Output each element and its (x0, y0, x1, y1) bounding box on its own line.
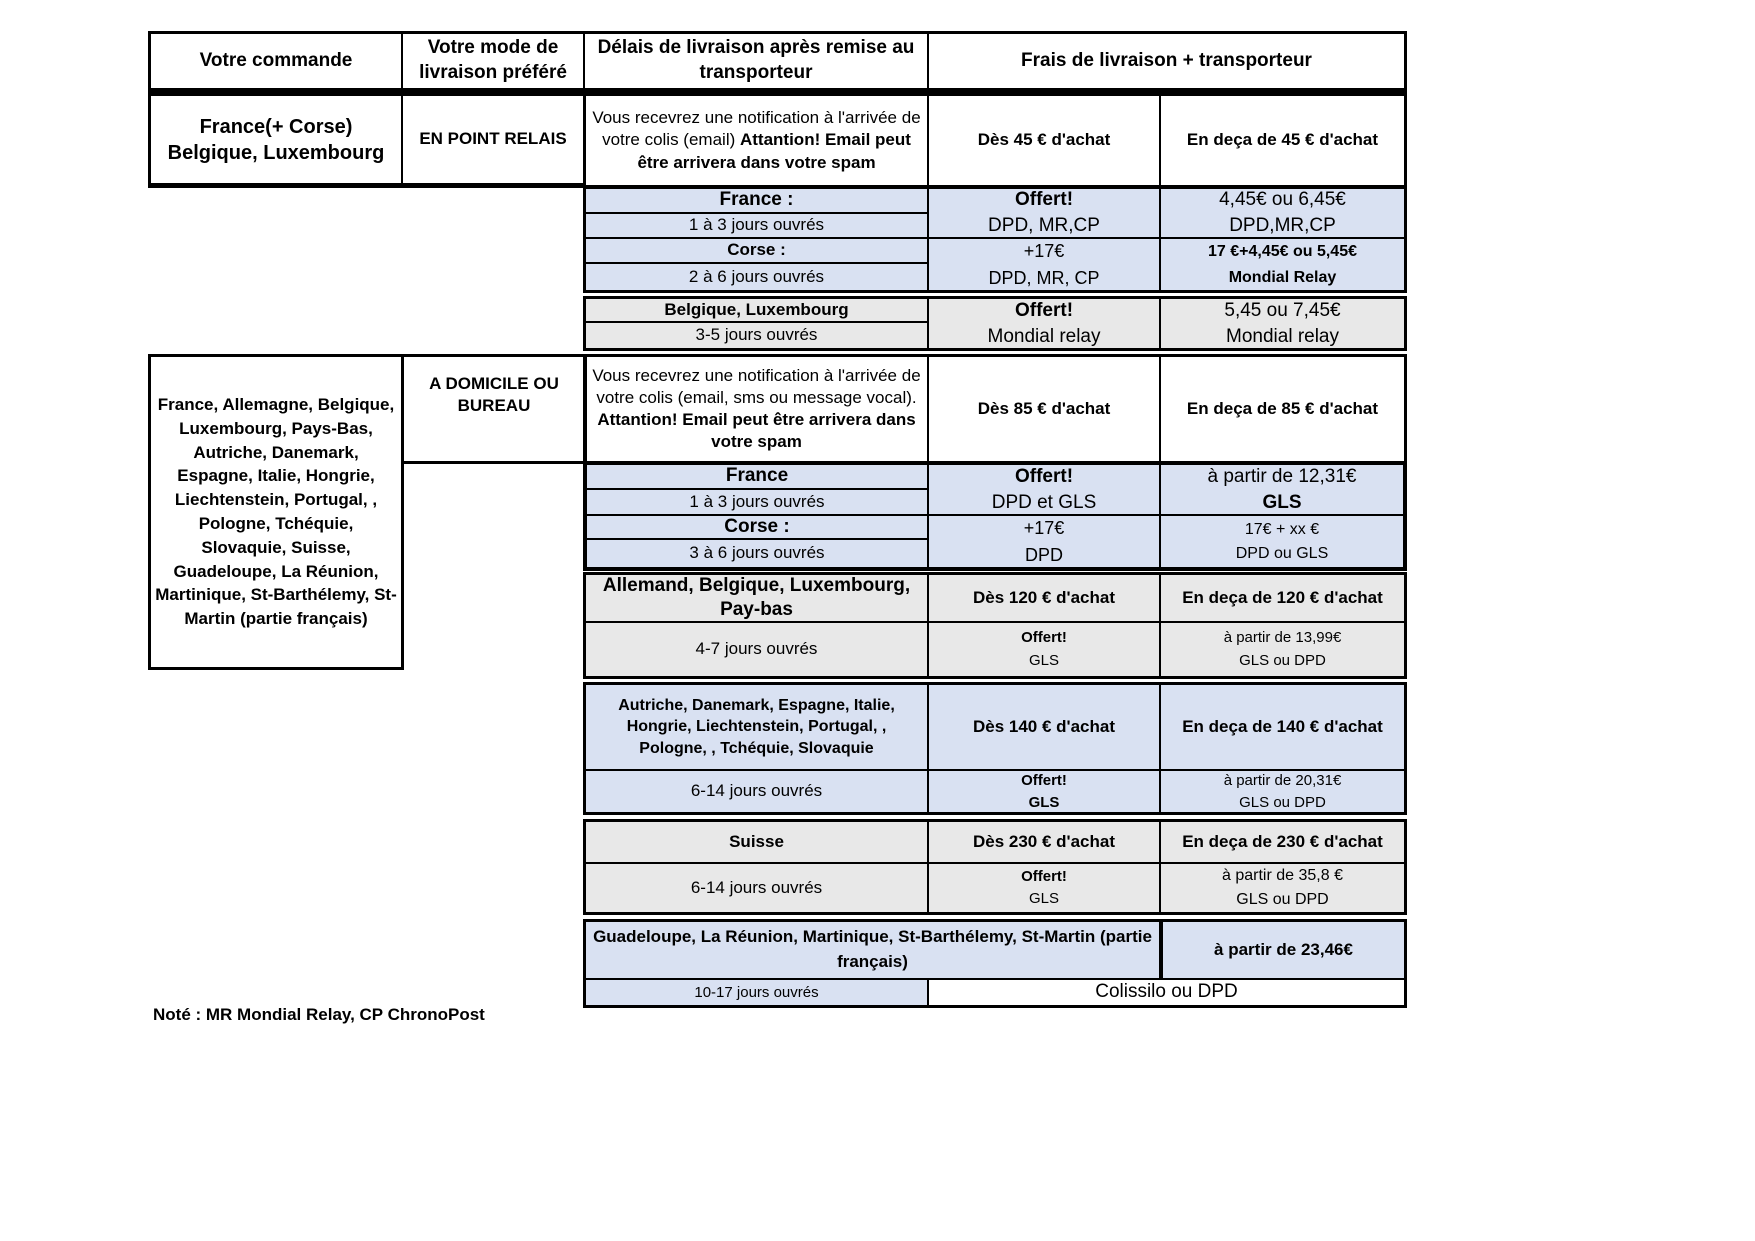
domicile-france-below-price: à partir de 12,31€ (1207, 465, 1357, 487)
relais-corse-delay: 2 à 6 jours ouvrés (586, 264, 929, 290)
domicile-threshold-below: En deça de 85 € d'achat (1186, 398, 1379, 418)
domicile-eu2-delay: 6-14 jours ouvrés (586, 771, 929, 812)
relais-notice (586, 96, 929, 185)
domicile-corse-delay: 3 à 6 jours ouvrés (587, 540, 929, 567)
domicile-ch-above: Dès 230 € d'achat (929, 822, 1161, 864)
relais-belux-above (929, 299, 1161, 348)
relais-france-above-carrier: DPD, MR,CP (988, 215, 1100, 236)
domicile-ch-delay: 6-14 jours ouvrés (586, 864, 929, 912)
domicile-france-below-carrier: GLS (1262, 491, 1302, 513)
domicile-notice-plain: Vous recevrez une notification à l'arrivée de votre colis (email, sms ou message vocal). (592, 365, 921, 407)
domicile-threshold-above: Dès 85 € d'achat (929, 357, 1161, 461)
relais-threshold-above: Dès 45 € d'achat (929, 96, 1161, 185)
domicile-corse-below-carrier: DPD ou GLS (1235, 544, 1329, 562)
relais-corse-below-carrier: Mondial Relay (1228, 268, 1337, 286)
domicile-ch-above-price: Offert! (1021, 867, 1067, 885)
domicile-dom-carrier: Colissilo ou DPD (1095, 981, 1238, 1003)
domicile-corse-above (929, 516, 1161, 567)
relais-belux-above-price: Offert! (1014, 299, 1074, 321)
domicile-mode: A DOMICILE OU BUREAU (429, 373, 559, 415)
relais-corse-label: Corse : (586, 239, 929, 264)
relais-belux-above-carrier: Mondial relay (987, 325, 1101, 347)
relais-zone: France(+ Corse) Belgique, Luxembourg (151, 96, 403, 185)
domicile-france-label: France (587, 465, 929, 490)
relais-france-delay: 1 à 3 jours ouvrés (586, 214, 929, 239)
relais-belux-below (1161, 299, 1404, 348)
domicile-zone: France, Allemagne, Belgique, Luxembourg, Pays-Bas, Autriche, Danemark, Espagne, Italie, Hongrie, Liechtenstein, Portugal, , Pologne, Tchéquie, Slovaquie, Suisse, Guadeloupe, La Réunion, Martinique, St-Barthélemy, St-Martin (partie français) (155, 395, 397, 629)
domicile-ch-below-carrier: GLS ou DPD (1236, 891, 1329, 908)
relais-corse-above-price: +17€ (1023, 241, 1065, 262)
domicile-ch-below-cell (1161, 864, 1404, 912)
domicile-eu2-label: Autriche, Danemark, Espagne, Italie, Hongrie, Liechtenstein, Portugal, , Pologne, , Tchéquie, Slovaquie (586, 685, 929, 771)
domicile-corse-label: Corse : (587, 516, 929, 540)
domicile-france-above (929, 465, 1161, 516)
header-votre-commande: Votre commande (151, 34, 403, 90)
relais-france-below-price: 4,45€ ou 6,45€ (1219, 189, 1346, 211)
domicile-eu2-below-cell (1161, 771, 1404, 812)
relais-corse-above (929, 239, 1161, 290)
relais-france-label: France : (586, 189, 929, 214)
relais-mode: EN POINT RELAIS (403, 96, 583, 185)
header-delais: Délais de livraison après remise au transporteur (585, 34, 929, 90)
relais-france-below-carrier: DPD,MR,CP (1229, 215, 1336, 236)
domicile-eu2-above-price: Offert! (1021, 771, 1067, 789)
relais-notice-plain: Vous recevrez une notification à l'arrivée de votre colis (email) (592, 108, 921, 150)
domicile-eu1-above: Dès 120 € d'achat (929, 575, 1161, 623)
domicile-ch-label: Suisse (586, 822, 929, 864)
domicile-france-above-carrier: DPD et GLS (991, 491, 1097, 513)
domicile-corse-below (1161, 516, 1403, 567)
relais-corse-above-carrier: DPD, MR, CP (988, 267, 1100, 288)
relais-corse-below (1161, 239, 1404, 290)
relais-notice-bold: Attantion! Email peut être arrivera dans votre spam (637, 130, 911, 172)
relais-belux-below-price: 5,45 ou 7,45€ (1224, 299, 1341, 321)
relais-france-above-price: Offert! (1014, 189, 1074, 211)
domicile-eu1-below-carrier: GLS ou DPD (1239, 651, 1326, 669)
domicile-eu2-above: Dès 140 € d'achat (929, 685, 1161, 771)
domicile-dom-delay: 10-17 jours ouvrés (586, 980, 929, 1005)
domicile-ch-above-cell (929, 864, 1161, 912)
domicile-corse-above-carrier: DPD (1024, 544, 1063, 565)
domicile-eu2-above-cell (929, 771, 1161, 812)
relais-corse-below-price: 17 €+4,45€ ou 5,45€ (1208, 242, 1357, 260)
domicile-eu2-below-price: à partir de 20,31€ (1223, 771, 1342, 789)
domicile-eu1-delay: 4-7 jours ouvrés (586, 623, 929, 676)
relais-france-below (1161, 189, 1404, 239)
domicile-corse-above-price: +17€ (1023, 518, 1065, 539)
domicile-dom-price: à partir de 23,46€ (1161, 922, 1404, 980)
domicile-notice (586, 357, 929, 461)
header-frais: Frais de livraison + transporteur (929, 34, 1404, 90)
domicile-eu1-below-cell (1161, 623, 1404, 676)
domicile-france-above-price: Offert! (1014, 465, 1074, 487)
domicile-eu2-below-carrier: GLS ou DPD (1239, 793, 1326, 811)
relais-france-above (929, 189, 1161, 239)
domicile-eu1-label: Allemand, Belgique, Luxembourg, Pay-bas (586, 575, 929, 623)
relais-threshold-below: En deça de 45 € d'achat (1186, 130, 1379, 150)
domicile-eu2-above-carrier: GLS (1028, 793, 1060, 811)
domicile-eu1-above-price: Offert! (1021, 629, 1067, 646)
domicile-eu1-below-price: à partir de 13,99€ (1223, 629, 1342, 646)
domicile-corse-below-price: 17€ + xx € (1244, 521, 1320, 539)
domicile-dom-label: Guadeloupe, La Réunion, Martinique, St-Barthélemy, St-Martin (partie français) (586, 922, 1161, 980)
domicile-ch-below-price: à partir de 35,8 € (1222, 867, 1343, 884)
domicile-eu1-above-cell (929, 623, 1161, 676)
relais-belux-below-carrier: Mondial relay (1226, 325, 1339, 347)
domicile-france-delay: 1 à 3 jours ouvrés (587, 490, 929, 516)
domicile-ch-above-carrier: GLS (1028, 890, 1059, 907)
relais-belux-delay: 3-5 jours ouvrés (586, 323, 929, 348)
domicile-eu1-above-carrier: GLS (1028, 651, 1059, 669)
domicile-notice-bold: Attantion! Email peut être arrivera dans votre spam (597, 410, 916, 452)
domicile-france-below (1161, 465, 1403, 516)
relais-belux-label: Belgique, Luxembourg (586, 299, 929, 323)
domicile-ch-below: En deça de 230 € d'achat (1161, 822, 1404, 864)
domicile-eu2-below: En deça de 140 € d'achat (1161, 685, 1404, 771)
header-mode-livraison: Votre mode de livraison préféré (403, 34, 585, 90)
domicile-eu1-below: En deça de 120 € d'achat (1161, 575, 1404, 623)
footnote: Noté : MR Mondial Relay, CP ChronoPost (153, 1005, 485, 1024)
